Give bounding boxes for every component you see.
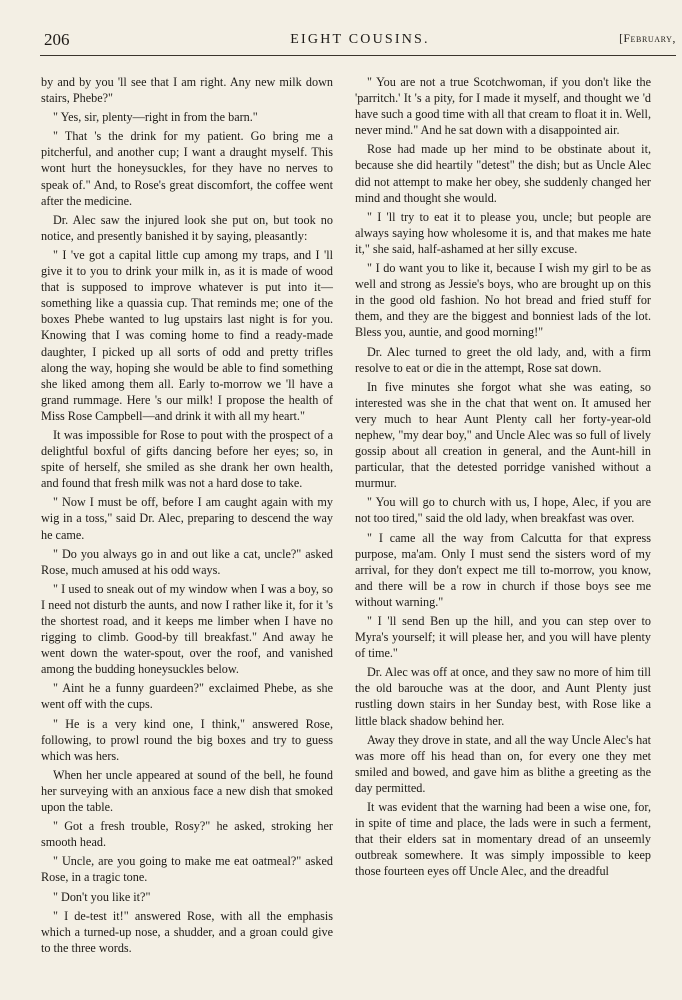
right-column <box>355 74 651 883</box>
running-title: EIGHT COUSINS. <box>290 32 430 47</box>
left-column <box>41 74 333 959</box>
paragraph: " I 've got a capital little cup among my traps, and I 'll give it to you to drink your milk in, as it is made of wood that is supposed to improve whatever is put into it—something like a quassia cup. That reminds me; one of the boxes Phebe wanted to lug upstairs last night is for you. Knowing that I was coming home to find a ready-made daughter, I picked up all sorts of odd and pretty trifles along the way, hoping she would be able to find something she liked among them all. Early to-morrow we 'll have a grand rummage. Here 's our milk! I propose the health of Miss Rose Campbell—and drink it with all my heart." <box>41 247 333 423</box>
paragraph: Away they drove in state, and all the way Uncle Alec's hat was more off his head than on, for every one they met smiled and bowed, and gave him as blithe a greeting as the day permitted. <box>355 732 651 795</box>
paragraph: It was evident that the warning had been a wise one, for, in spite of time and place, the lads were in such a ferment, that their elders sat in momentary dread of an unseemly outbreak somewhere. It was simply impossible to keep those fourteen eyes off Uncle Alec, and the dreadful <box>355 800 651 879</box>
paragraph: " I 'll try to eat it to please you, uncle; but people are always saying how wholesome it is, and that makes me hate it," she said, half-ashamed at her silly excuse. <box>355 209 651 256</box>
paragraph: " I 'll send Ben up the hill, and you can step over to Myra's yourself; it will please her, and you will have plenty of time." <box>355 614 651 661</box>
paragraph: It was impossible for Rose to pout with the prospect of a delightful boxful of gifts dancing before her eyes; so, in spite of herself, she smiled as she drank her own health, and found that fresh milk was not a hard dose to take. <box>41 427 333 491</box>
paragraph: " I used to sneak out of my window when I was a boy, so I need not disturb the aunts, and now I rather like it, for it 's the shortest road, and it keeps me limber when I have no rigging to climb. Good-by till breakfast." And away he went down the water-spout, over the roof, and vanished among the budding honeysuckles below. <box>41 581 333 677</box>
paragraph: by and by you 'll see that I am right. Any new milk down stairs, Phebe?" <box>41 75 333 106</box>
paragraph: Dr. Alec was off at once, and they saw no more of him till the old barouche was at the door, and Aunt Plenty just rustling down stairs in her Sunday best, with Rose like a little black shadow behind her. <box>355 665 651 728</box>
paragraph: Rose had made up her mind to be obstinate about it, because she did heartily "detest" the dish; but as Uncle Alec did not attempt to make her obey, she suddenly changed her mind and thought she would. <box>355 142 651 205</box>
header-rule <box>40 55 676 56</box>
paragraph: " That 's the drink for my patient. Go bring me a pitcherful, and another cup; I want a draught myself. This wont hurt the honeysuckles, for they have no nerves to speak of." And, to Rose's great discomfort, the coffee went after the medicine. <box>41 129 333 208</box>
paragraph: " Uncle, are you going to make me eat oatmeal?" asked Rose, in a tragic tone. <box>41 854 333 885</box>
paragraph: " I de-test it!" answered Rose, with all the emphasis which a turned-up nose, a shudder, and a groan could give to the three words. <box>41 908 333 955</box>
page-number: 206 <box>44 30 70 49</box>
paragraph: " Got a fresh trouble, Rosy?" he asked, stroking her smooth head. <box>41 819 333 850</box>
paragraph: In five minutes she forgot what she was eating, so interested was she in the chat that went on. It amused her very much to hear Aunt Plenty call her forty-year-old nephew, "my dear boy," and Uncle Alec was so full of lively gossip about all creation in general, and the Aunt-hill in particular, that the detested porridge vanished without a murmur. <box>355 379 651 491</box>
paragraph: " I came all the way from Calcutta for that express purpose, ma'am. Only I must send the sisters word of my arrival, for they don't expect me till to-morrow, you know, and there will be a row in church if those boys see me without warning." <box>355 530 651 609</box>
paragraph: " Aint he a funny guardeen?" exclaimed Phebe, as she went off with the cups. <box>41 681 333 712</box>
paragraph: When her uncle appeared at sound of the bell, he found her surveying with an anxious face a new dish that smoked upon the table. <box>41 767 333 815</box>
paragraph: " I do want you to like it, because I wish my girl to be as well and strong as Jessie's boys, who are brought up on this in the good old fashion. No hot bread and fried stuff for them, and they are the biggest and bonniest lads of the lot. Bless you, auntie, and good morning!" <box>355 261 651 340</box>
paragraph: " He is a very kind one, I think," answered Rose, following, to prowl round the big boxes and try to guess which was hers. <box>41 716 333 763</box>
paragraph: Dr. Alec turned to greet the old lady, and, with a firm resolve to eat or die in the attempt, Rose sat down. <box>355 344 651 375</box>
paragraph: " You will go to church with us, I hope, Alec, if you are not too tired," said the old lady, when breakfast was over. <box>355 495 651 526</box>
issue-month: [February, <box>619 33 676 45</box>
paragraph: " Yes, sir, plenty—right in from the barn." <box>53 110 258 125</box>
paragraph: " Now I must be off, before I am caught again with my wig in a toss," said Dr. Alec, preparing to descend the way he came. <box>41 495 333 542</box>
paragraph: " You are not a true Scotchwoman, if you don't like the 'parritch.' It 's a pity, for I made it myself, and thought we 'd have such a good time with all that cream to float it in. Well, never mind." And he sat down with a disappointed air. <box>355 75 651 138</box>
paragraph: " Do you always go in and out like a cat, uncle?" asked Rose, much amused at his odd ways. <box>41 546 333 577</box>
running-head <box>44 30 682 52</box>
paragraph: " Don't you like it?" <box>53 889 151 904</box>
paragraph: Dr. Alec saw the injured look she put on, but took no notice, and presently banished it by saying, pleasantly: <box>41 212 333 243</box>
